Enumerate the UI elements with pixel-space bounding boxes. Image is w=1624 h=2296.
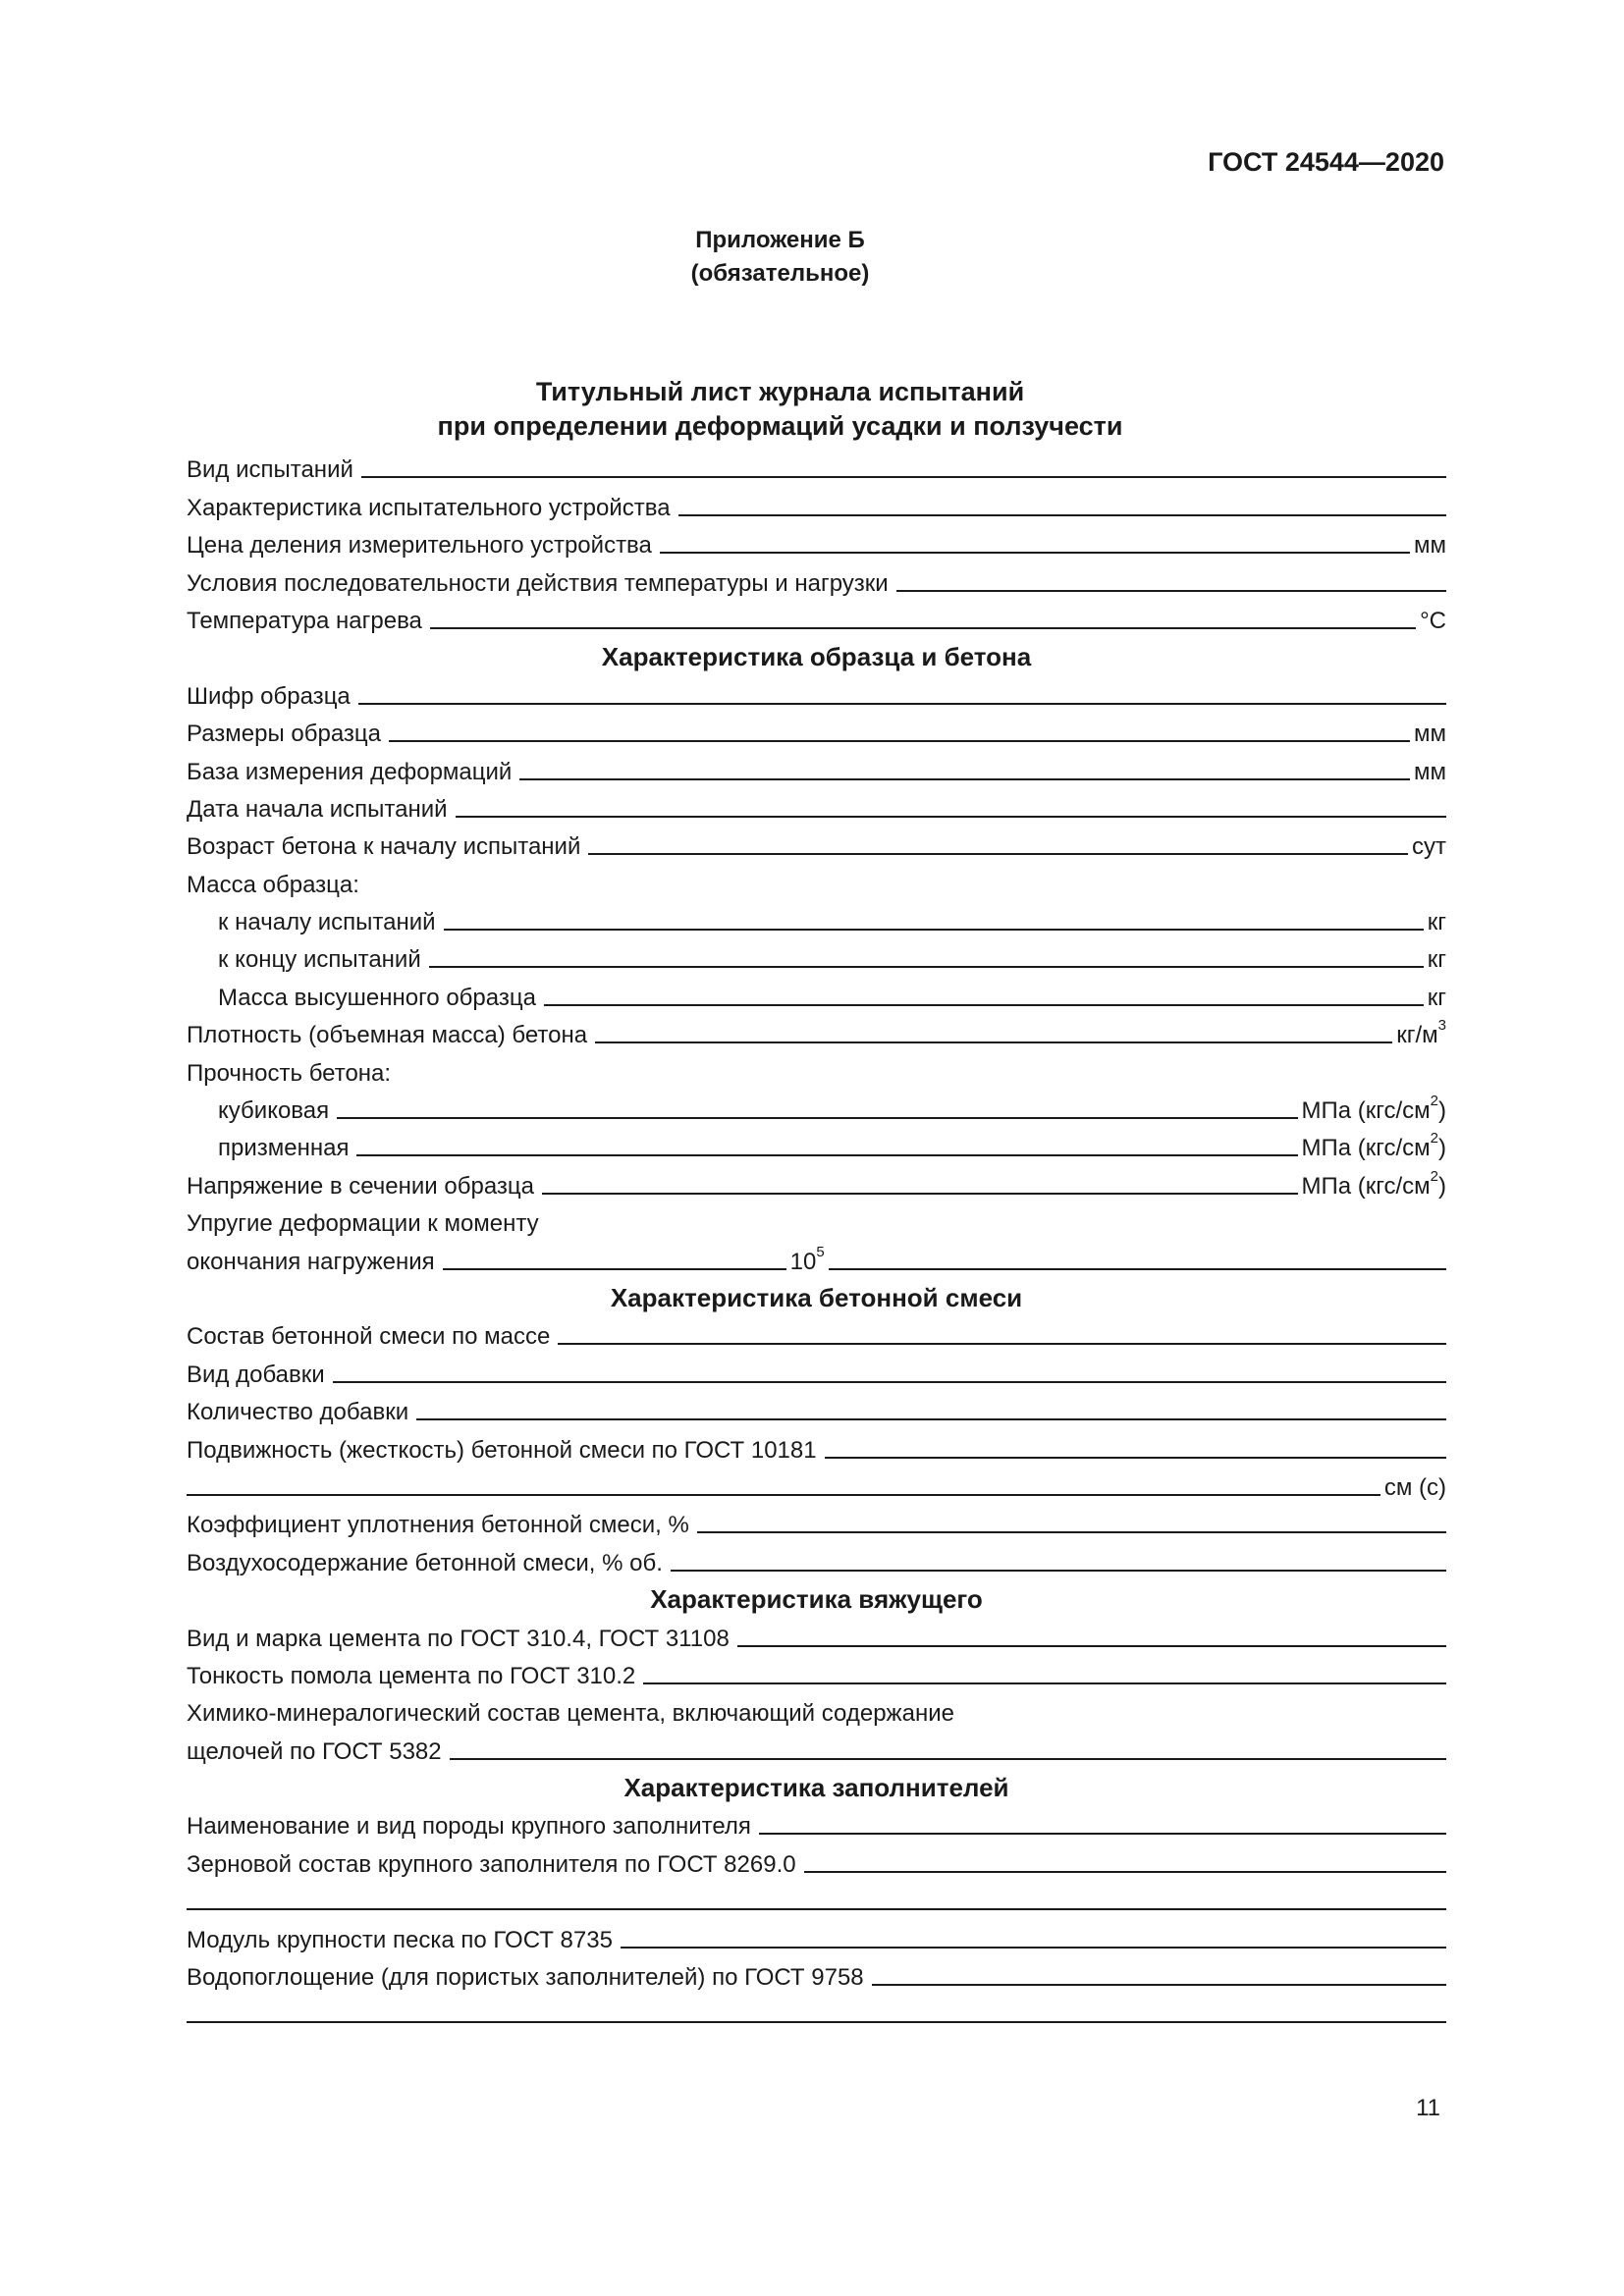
- fill-line[interactable]: [829, 1267, 1446, 1270]
- section-heading-binder: Характеристика вяжущего: [650, 1584, 983, 1615]
- document-code: ГОСТ 24544—2020: [1208, 147, 1444, 177]
- field-label: Состав бетонной смеси по массе: [187, 1323, 551, 1351]
- fill-line[interactable]: [361, 475, 1446, 478]
- fill-line[interactable]: [872, 1983, 1446, 1986]
- unit-text: МПа (кгс/см: [1301, 1172, 1431, 1200]
- field-mass-start: [187, 899, 1446, 936]
- field-label: Воздухосодержание бетонной смеси, % об.: [187, 1549, 663, 1576]
- appendix-note: (обязательное): [690, 260, 870, 287]
- field-label: Количество добавки: [187, 1399, 409, 1426]
- field-elastic-deformation: [187, 1238, 1446, 1275]
- fill-line[interactable]: [519, 777, 1410, 780]
- fill-line[interactable]: [416, 1417, 1446, 1420]
- field-density: [187, 1012, 1446, 1049]
- fill-line[interactable]: [187, 1907, 1446, 1910]
- unit-exponent: 2: [1430, 1130, 1438, 1148]
- field-division-value: [187, 522, 1446, 560]
- field-gauge-base: [187, 748, 1446, 785]
- field-label: Масса образца:: [187, 871, 359, 898]
- field-label: к концу испытаний: [218, 946, 421, 974]
- field-concrete-age: [187, 824, 1446, 861]
- unit-close: ): [1438, 1097, 1446, 1125]
- unit-exponent: 3: [1437, 1017, 1446, 1035]
- field-label: Модуль крупности песка по ГОСТ 8735: [187, 1926, 613, 1953]
- form-body: [187, 447, 1446, 2029]
- field-label: Цена деления измерительного устройства: [187, 532, 652, 560]
- field-label: кубиковая: [218, 1097, 330, 1125]
- field-label: Водопоглощение (для пористых заполнителей) по ГОСТ 9758: [187, 1964, 864, 1992]
- fill-line[interactable]: [825, 1456, 1446, 1459]
- field-test-device: [187, 484, 1446, 521]
- unit-text: МПа (кгс/см: [1301, 1097, 1431, 1125]
- unit-label: кг: [1427, 984, 1446, 1011]
- field-label: Возраст бетона к началу испытаний: [187, 833, 581, 861]
- field-label: Плотность (объемная масса) бетона: [187, 1022, 588, 1049]
- field-group-strength: [187, 1049, 1446, 1087]
- field-label: Напряжение в сечении образца: [187, 1172, 534, 1200]
- field-label: Вид добавки: [187, 1361, 325, 1388]
- field-conditions: [187, 560, 1446, 597]
- field-label: Условия последовательности действия температуры и нагрузки: [187, 569, 889, 597]
- field-label: Подвижность (жесткость) бетонной смеси по ГОСТ 10181: [187, 1436, 817, 1464]
- fill-line[interactable]: [671, 1569, 1446, 1572]
- field-water-absorption-continued: [187, 1992, 1446, 2029]
- field-label: Тонкость помола цемента по ГОСТ 310.2: [187, 1662, 636, 1689]
- field-heating-temp: [187, 598, 1446, 635]
- fill-line[interactable]: [443, 1267, 786, 1270]
- field-cement-grade: [187, 1615, 1446, 1652]
- fill-line[interactable]: [187, 2020, 1446, 2023]
- unit-label: кг: [1427, 909, 1446, 936]
- unit-exponent: 2: [1430, 1167, 1438, 1185]
- unit-label: мм: [1414, 758, 1446, 785]
- field-coarse-aggregate: [187, 1803, 1446, 1841]
- fill-line[interactable]: [444, 928, 1424, 931]
- fill-line[interactable]: [759, 1832, 1446, 1835]
- field-prism-strength: [187, 1125, 1446, 1162]
- unit-label: сут: [1412, 833, 1446, 861]
- unit-label: кг: [1427, 946, 1446, 974]
- field-label: Вид и марка цемента по ГОСТ 310.4, ГОСТ 31108: [187, 1625, 730, 1652]
- fill-line[interactable]: [896, 589, 1446, 592]
- field-mix-composition: [187, 1313, 1446, 1351]
- fill-line[interactable]: [621, 1946, 1446, 1949]
- field-label: Коэффициент уплотнения бетонной смеси, %: [187, 1512, 689, 1539]
- fill-line[interactable]: [697, 1530, 1446, 1533]
- field-test-type: [187, 447, 1446, 484]
- unit-label: [1298, 1093, 1447, 1125]
- field-label: База измерения деформаций: [187, 758, 513, 785]
- fill-line[interactable]: [643, 1682, 1446, 1684]
- field-label: Наименование и вид породы крупного заполнителя: [187, 1813, 751, 1841]
- field-chem-caption: [187, 1690, 1446, 1728]
- field-workability-continued: [187, 1465, 1446, 1502]
- form-title: [0, 375, 1560, 444]
- multiplier-label: [786, 1243, 829, 1276]
- fill-line[interactable]: [450, 1757, 1446, 1760]
- fill-line[interactable]: [804, 1870, 1446, 1873]
- field-label: к началу испытаний: [218, 909, 436, 936]
- fill-line[interactable]: [356, 1153, 1297, 1156]
- field-mass-dry: [187, 974, 1446, 1011]
- unit-label: °С: [1420, 607, 1446, 634]
- unit-label: [1298, 1130, 1447, 1162]
- field-label: Прочность бетона:: [187, 1059, 392, 1087]
- field-cube-strength: [187, 1088, 1446, 1125]
- unit-close: ): [1438, 1172, 1446, 1200]
- field-label: Вид испытаний: [187, 456, 353, 484]
- field-start-date: [187, 786, 1446, 824]
- fill-line[interactable]: [542, 1192, 1298, 1195]
- unit-text: кг/м: [1396, 1022, 1438, 1049]
- fill-line[interactable]: [337, 1116, 1297, 1119]
- unit-label: мм: [1414, 532, 1446, 560]
- unit-label: мм: [1414, 721, 1446, 748]
- unit-label: [1392, 1017, 1446, 1049]
- section-heading-aggregates: Характеристика заполнителей: [623, 1773, 1009, 1803]
- field-elastic-caption: [187, 1201, 1446, 1238]
- field-label: окончания нагружения: [187, 1248, 435, 1275]
- multiplier-exponent: 5: [816, 1243, 825, 1260]
- fill-line[interactable]: [678, 513, 1446, 516]
- fill-line[interactable]: [333, 1380, 1446, 1383]
- field-sand-modulus: [187, 1916, 1446, 1953]
- field-label: Температура нагрева: [187, 607, 422, 634]
- field-label: Размеры образца: [187, 721, 382, 748]
- unit-exponent: 2: [1430, 1093, 1438, 1110]
- fill-line[interactable]: [456, 815, 1446, 818]
- field-label: Зерновой состав крупного заполнителя по ГОСТ 8269.0: [187, 1850, 796, 1878]
- field-workability: [187, 1426, 1446, 1464]
- fill-line[interactable]: [544, 1003, 1424, 1006]
- section-heading-specimen: Характеристика образца и бетона: [601, 642, 1032, 672]
- fill-line[interactable]: [430, 626, 1416, 629]
- field-dimensions: [187, 711, 1446, 748]
- form-title-line-1: Титульный лист журнала испытаний: [535, 377, 1025, 406]
- field-water-absorption: [187, 1954, 1446, 1992]
- appendix-heading: [0, 224, 1560, 291]
- field-group-mass: [187, 861, 1446, 898]
- field-compaction: [187, 1502, 1446, 1539]
- fill-line[interactable]: [558, 1342, 1446, 1345]
- fill-line[interactable]: [429, 965, 1424, 968]
- field-specimen-code: [187, 672, 1446, 710]
- field-label: щелочей по ГОСТ 5382: [187, 1737, 442, 1765]
- fill-line[interactable]: [187, 1493, 1380, 1496]
- field-label: Характеристика испытательного устройства: [187, 494, 671, 521]
- fill-line[interactable]: [737, 1644, 1446, 1647]
- field-label: Масса высушенного образца: [218, 984, 536, 1011]
- section-heading-mix: Характеристика бетонной смеси: [610, 1282, 1023, 1312]
- field-cement-fineness: [187, 1653, 1446, 1690]
- fill-line[interactable]: [389, 739, 1410, 742]
- unit-label: см (с): [1383, 1473, 1446, 1501]
- field-grading: [187, 1841, 1446, 1878]
- unit-close: ): [1438, 1135, 1446, 1162]
- page-number: 11: [1416, 2095, 1440, 2121]
- fill-line[interactable]: [358, 702, 1446, 705]
- field-label: Упругие деформации к моменту: [187, 1210, 539, 1238]
- field-admixture-qty: [187, 1389, 1446, 1426]
- field-label: Шифр образца: [187, 682, 351, 710]
- field-label: призменная: [218, 1135, 350, 1162]
- appendix-title: Приложение Б: [695, 227, 865, 253]
- field-grading-continued: [187, 1879, 1446, 1916]
- unit-text: МПа (кгс/см: [1301, 1135, 1431, 1162]
- field-mass-end: [187, 936, 1446, 974]
- field-alkali-content: [187, 1728, 1446, 1765]
- fill-line[interactable]: [660, 551, 1410, 554]
- field-admixture-type: [187, 1351, 1446, 1388]
- field-label: Химико-минералогический состав цемента, включающий содержание: [187, 1700, 954, 1728]
- multiplier-base: 10: [789, 1248, 817, 1275]
- fill-line[interactable]: [595, 1041, 1392, 1043]
- unit-label: [1298, 1167, 1447, 1201]
- field-air-content: [187, 1539, 1446, 1576]
- field-label: Дата начала испытаний: [187, 795, 448, 823]
- form-title-line-2: при определении деформаций усадки и ползучести: [437, 411, 1123, 441]
- fill-line[interactable]: [588, 852, 1408, 855]
- field-section-stress: [187, 1162, 1446, 1200]
